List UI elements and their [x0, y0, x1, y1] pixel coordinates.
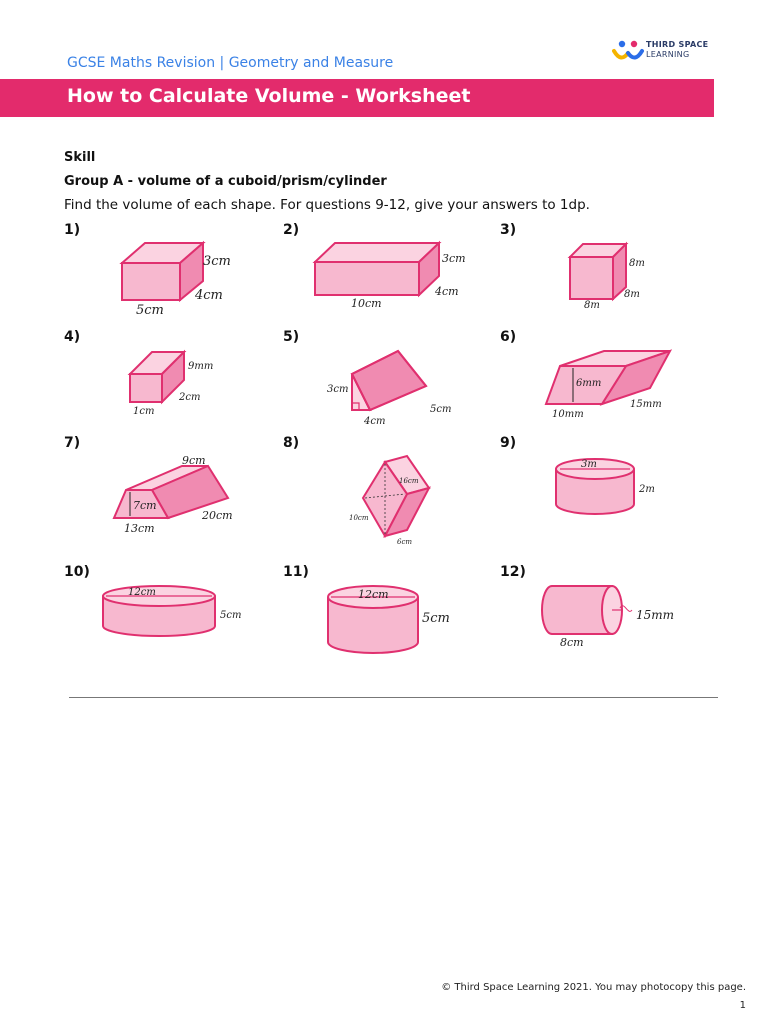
dimension-label: 6mm: [576, 378, 602, 389]
cylinder-figure-q10: [96, 582, 256, 644]
group-heading: Group A - volume of a cuboid/prism/cylinder: [64, 174, 387, 189]
question-number: 8): [283, 435, 300, 451]
title-bar: [0, 79, 714, 117]
question-number: 2): [283, 222, 300, 238]
dimension-label: 3cm: [442, 252, 466, 265]
question-number: 1): [64, 222, 81, 238]
dimension-label: 8m: [629, 258, 645, 269]
dimension-label: 5cm: [430, 404, 452, 415]
dimension-label: 13cm: [124, 522, 155, 535]
dimension-label: 15mm: [636, 608, 675, 622]
cuboid-figure-q4: [122, 346, 232, 420]
dimension-label: 6cm: [397, 538, 413, 546]
triangular-prism-figure-q5: [322, 346, 462, 426]
question-number: 6): [500, 329, 517, 345]
skill-heading: Skill: [64, 150, 96, 165]
dimension-label: 3cm: [327, 384, 349, 395]
question-number: 4): [64, 329, 81, 345]
dimension-label: 16cm: [399, 477, 419, 485]
trapezoidal-prism-figure-q7: [104, 452, 254, 538]
dimension-label: 2m: [639, 484, 655, 495]
dimension-label: 4cm: [364, 416, 386, 426]
page-title: How to Calculate Volume - Worksheet: [67, 85, 471, 107]
dimension-label: 20cm: [202, 509, 233, 522]
dimension-label: 12cm: [358, 588, 389, 601]
divider-line: [69, 697, 718, 698]
dimension-label: 2cm: [179, 392, 201, 403]
cylinder-figure-q12: [536, 582, 686, 654]
dimension-label: 12cm: [128, 587, 156, 598]
dimension-label: 9mm: [188, 361, 214, 372]
cuboid-figure-q2: [305, 238, 485, 310]
logo-line-2: LEARNING: [646, 50, 690, 59]
question-number: 3): [500, 222, 517, 238]
question-number: 7): [64, 435, 81, 451]
subject-subtitle: GCSE Maths Revision | Geometry and Measure: [67, 55, 394, 71]
dimension-label: 10cm: [349, 514, 369, 522]
logo-line-1: THIRD SPACE: [646, 40, 709, 49]
dimension-label: 10cm: [351, 297, 382, 310]
dimension-label: 8m: [624, 289, 640, 300]
page-number: 1: [739, 1000, 746, 1011]
third-space-learning-logo: [611, 37, 731, 67]
dimension-label: 5cm: [220, 610, 242, 621]
copyright-footer: © Third Space Learning 2021. You may photocopy this page.: [441, 982, 746, 993]
dimension-label: 1cm: [133, 406, 155, 417]
dimension-label: 8m: [584, 300, 600, 311]
rhombus-prism-figure-q8: [345, 452, 445, 548]
dimension-label: 10mm: [552, 409, 584, 420]
dimension-label: 5cm: [136, 303, 164, 318]
question-number: 12): [500, 564, 526, 580]
dimension-label: 3cm: [203, 254, 231, 269]
cuboid-figure-q1: [110, 238, 250, 320]
dimension-label: 15mm: [630, 399, 662, 410]
question-number: 5): [283, 329, 300, 345]
cylinder-figure-q11: [322, 582, 472, 662]
dimension-label: 3m: [581, 459, 597, 470]
parallelogram-prism-figure-q6: [540, 346, 700, 424]
cube-figure-q3: [560, 238, 660, 312]
dimension-label: 4cm: [195, 288, 223, 303]
dimension-label: 9cm: [182, 454, 206, 467]
dimension-label: 5cm: [422, 611, 450, 626]
cylinder-figure-q9: [550, 452, 670, 524]
question-number: 11): [283, 564, 309, 580]
logo-icon: [611, 37, 645, 67]
dimension-label: 7cm: [133, 499, 157, 512]
question-number: 10): [64, 564, 90, 580]
instructions: Find the volume of each shape. For questions 9-12, give your answers to 1dp.: [64, 197, 590, 213]
question-number: 9): [500, 435, 517, 451]
dimension-label: 4cm: [435, 285, 459, 298]
dimension-label: 8cm: [560, 636, 584, 649]
